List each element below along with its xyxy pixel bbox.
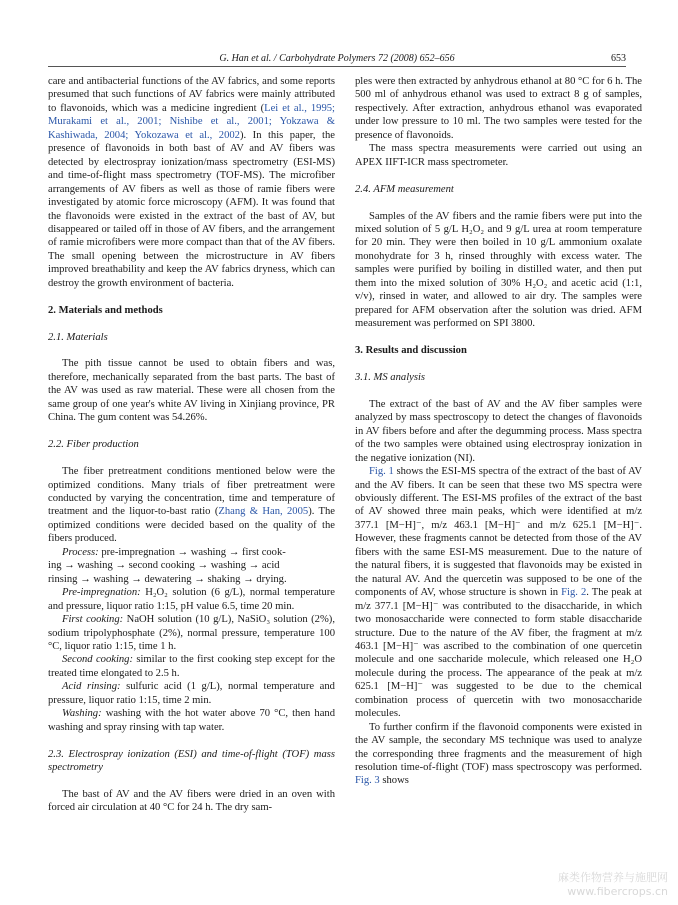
process-paragraph [48, 546, 335, 586]
page-header [48, 52, 626, 67]
ms-analysis-paragraph-1: The extract of the bast of AV and the AV fiber samples were analyzed by mass spectroscopy to detect the changes of flavonoids in AV fibers before and after the degumming process. Mass spectra of the two samples were obtained using electrospray ionization in the negative ionization (NI). [355, 398, 642, 464]
subsection-2-2-heading: 2.2. Fiber production [48, 439, 139, 451]
running-head: G. Han et al. / Carbohydrate Polymers 72 (2008) 652–656 [219, 53, 455, 64]
subsection-2-3-heading: 2.3. Electrospray ionization (ESI) and time-of-flight (TOF) mass spectrometry [48, 748, 335, 774]
pre-impregnation-text: H₂O₂ solution (6 g/L), normal temperature and pressure, liquor ratio 1:15, pH value 6.5, time 20 min. [48, 587, 335, 612]
section-2-heading: 2. Materials and methods [48, 304, 163, 316]
subsection-2-1-heading: 2.1. Materials [48, 331, 108, 343]
subsection-3-1-heading: 3.1. MS analysis [355, 371, 426, 383]
left-column [48, 75, 335, 815]
process-line-2: ing → washing → second cooking → washing → acid [48, 560, 280, 572]
fig1-link[interactable]: Fig. 1 [369, 466, 394, 478]
fiber-production-paragraph [48, 465, 335, 546]
fig2-link[interactable]: Fig. 2 [561, 587, 587, 599]
page-number: 653 [611, 53, 626, 64]
process-line-1: pre-impregnation → washing → first cook- [101, 546, 286, 558]
washing-paragraph [48, 707, 335, 734]
watermark-line-1: 麻类作物营养与施肥网 [558, 871, 668, 884]
spectrometer-paragraph: The mass spectra measurements were carried out using an APEX IIFT-ICR mass spectrometer. [355, 143, 642, 168]
watermark-line-2: www.fibercrops.cn [567, 885, 668, 898]
ms-analysis-paragraph-2 [355, 465, 642, 721]
ms3-text-b: shows [379, 775, 409, 787]
ms2-text-a: shows the ESI-MS spectra of the extract of the bast of AV and the AV fibers. It can be seen that these two MS spectra were obviously different. The ESI-MS profiles of the extract of the bast of AV showed three main peaks, which were identified at m/z 377.1 [M−H]⁻, m/z 463.1 [M−H]⁻ and m/z 625.1 [M−H]⁻. However, these fragments cannot be detected from those of the AV fibers with the same ESI-MS measurement. Due to the nature of the natural fibers, it is suggested that flavonoids may be existed in the natural AV. And the quercetin was supposed to be one of the components of AV, whose structure is shown in [355, 466, 643, 599]
fiber-text-a: The fiber pretreatment conditions mentioned below were the optimized conditions. Many trials of fiber pretreatment were conducted by varying the concentration, time and temperature of treatment and the liquor-to-bast ratio ( [48, 466, 335, 518]
fiber-citation-link[interactable]: Zhang & Han, 2005 [218, 506, 309, 518]
section-3-heading: 3. Results and discussion [355, 345, 467, 357]
acid-rinsing-label: Acid rinsing: [62, 681, 121, 693]
process-label: Process: [62, 546, 99, 558]
acid-rinsing-paragraph [48, 680, 335, 707]
pre-impregnation-label: Pre-impregnation: [62, 587, 141, 599]
acid-rinsing-text: sulfuric acid (1 g/L), normal temperature and pressure, liquor ratio 1:15, time 2 min. [48, 681, 335, 706]
process-line-3: rinsing → washing → dewatering → shaking → drying. [48, 573, 287, 585]
ms-analysis-paragraph-3 [355, 721, 642, 788]
fiber-text-b: ). The optimized conditions were decided based on the quality of the fibers produced. [48, 506, 335, 545]
extraction-paragraph: ples were then extracted by anhydrous ethanol at 80 °C for 6 h. The 500 ml of anhydrous ethanol was used to extract 8 g of samples, respectively. After extraction, anhydrous ethanol was evaporated under low pressure to 10 ml. The two samples were tested for the presence of flavonoids. [355, 76, 642, 141]
washing-text: washing with the hot water above 70 °C, then hand washing and spray rinsing with tap water. [48, 708, 335, 733]
intro-paragraph [48, 75, 335, 290]
fig3-link[interactable]: Fig. 3 [355, 775, 380, 787]
second-cooking-paragraph [48, 653, 335, 680]
watermark [558, 871, 668, 899]
ms3-text-a: To further confirm if the flavonoid components were existed in the AV sample, the secondary MS technique was used to analyze the corresponding three fragments and the measurement of high resolution time-of-flight (TOF) mass spectroscopy was performed. [355, 721, 642, 774]
materials-paragraph: The pith tissue cannot be used to obtain fibers and was, therefore, mechanically separated from the bast parts. The bast of the AV was used as raw material. These were all chosen from the same group of one year's white AV living in Xinjiang province, PR China. The gum content was 54.26%. [48, 358, 335, 424]
ms2-text-b: . The peak at m/z 377.1 [M−H]⁻ was contributed to the disaccharide, in which two monosaccharide were connected to form stable disaccharide structure. Due to the nature of the AV fiber, the fragment at m/z 463.1 [M−H]⁻ was ascribed to the combination of one quercetin molecule and one saccharide molecule, which released one H₂O molecule during the process. The appearance of the peak at m/z 625.1 [M−H]⁻ was suggested to be due to the chemical combination process of quercetin with two monosaccharide molecules. [355, 587, 642, 720]
subsection-2-4-heading: 2.4. AFM measurement [355, 183, 454, 195]
first-cooking-text: NaOH solution (10 g/L), NaSiO₃ solution (2%), sodium tripolyphosphate (2%), normal pressure, temperature 100 °C, liquor ratio 1:15, time 1 h. [48, 614, 335, 652]
right-column [355, 75, 642, 788]
second-cooking-label: Second cooking: [62, 654, 134, 666]
intro-text-a: care and antibacterial functions of the AV fabrics, and some reports presumed that such functions of AV fabrics were mainly attributed to flavonoids, which was a medicine ingredient ( [48, 76, 335, 114]
second-cooking-text: similar to the first cooking step except for the treated time elongated to 2.5 h. [48, 654, 335, 679]
washing-label: Washing: [62, 708, 102, 720]
esi-tof-paragraph: The bast of AV and the AV fibers were dried in an oven with forced air circulation at 40 °C for 24 h. The dry sam- [48, 788, 335, 814]
first-cooking-label: First cooking: [62, 614, 124, 626]
pre-impregnation-paragraph [48, 586, 335, 613]
intro-citation-link[interactable]: Lei et al., 1995; Murakami et al., 2001; Nishibe et al., 2001; Yokzawa & Kashiwada, 2004; Yokozawa et al., 2002 [48, 102, 335, 141]
first-cooking-paragraph [48, 613, 335, 653]
afm-paragraph: Samples of the AV fibers and the ramie fibers were put into the mixed solution of 5 g/L H₂O₂ and 9 g/L urea at room temperature for 20 min. They were then boiled in 10 g/L ammonium oxalate monohydrate for 3 h, rinsed throughly with excess water. The samples were purified by boiling in distilled water, and then put them into the mixed solution of 30% H₂O₂ and acetic acid (1:1, v/v), rinsed in water, and allowed to air dry. The samples were prepared for AFM observation after the solution was dried. AFM measurement was performed on SPI 3800. [355, 210, 642, 330]
intro-text-b: ). In this paper, the presence of flavonoids in both bast of AV and AV fibers was detected by electrospray ionization/mass spectrometry (ESI-MS) and time-of-flight mass spectrometry (TOF-MS). The microfiber arrangements of AV fibers as well as those of ramie fibers were investigated by atomic force microscopy (AFM). It was found that the flavonoids were existed in the extract of the bast of AV, but disappeared or tailed off in those of AV fibers, and the arrangement of ramie microfibers were more compact than that of the AV fibers. The small opening between the microstructure in AV fibers improved breathability and keep the AV fabrics dryness, which can destroy the growth environment of bacteria. [48, 129, 335, 289]
